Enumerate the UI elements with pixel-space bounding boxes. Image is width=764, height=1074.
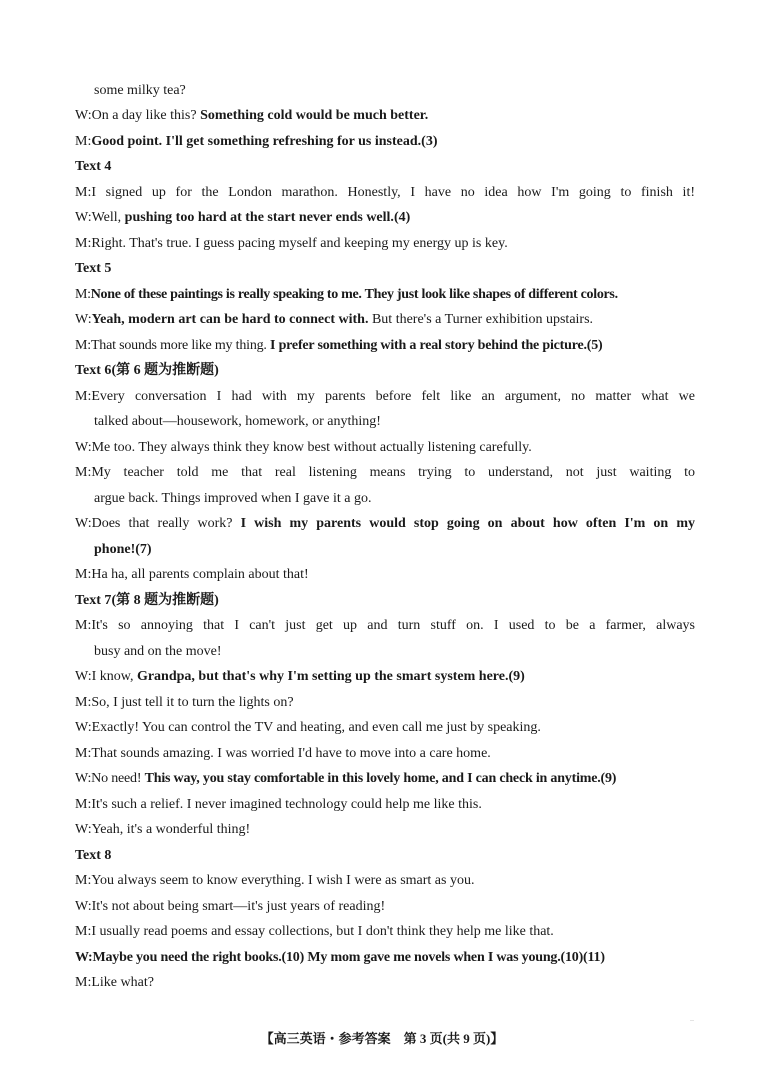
- transcript-line: M:Every conversation I had with my parents before felt like an argument, no matter what we: [75, 389, 695, 404]
- transcript-line: M:Ha ha, all parents complain about that!: [75, 567, 309, 582]
- section-heading: Text 5: [75, 261, 112, 276]
- corner-mark: ..: [690, 1014, 694, 1023]
- transcript-line: W:I know, Grandpa, but that's why I'm setting up the smart system here.(9): [75, 669, 525, 684]
- transcript-line: M:That sounds amazing. I was worried I'd have to move into a care home.: [75, 746, 491, 761]
- transcript-line: W:No need! This way, you stay comfortable in this lovely home, and I can check in anytime.(9): [75, 771, 617, 786]
- transcript-line: W:On a day like this? Something cold would be much better.: [75, 108, 429, 123]
- transcript-line: M:None of these paintings is really speaking to me. They just look like shapes of different colors.: [75, 287, 618, 302]
- transcript-line: M:I usually read poems and essay collections, but I don't think they help me like that.: [75, 924, 554, 939]
- transcript-line: W:Maybe you need the right books.(10) My mom gave me novels when I was young.(10)(11): [75, 950, 605, 965]
- transcript-line: W:Yeah, modern art can be hard to connect with. But there's a Turner exhibition upstairs.: [75, 312, 594, 327]
- transcript-line: argue back. Things improved when I gave it a go.: [94, 491, 372, 506]
- transcript-line: M:It's such a relief. I never imagined technology could help me like this.: [75, 797, 482, 812]
- transcript-line: M:My teacher told me that real listening means trying to understand, not just waiting to: [75, 465, 695, 480]
- transcript-line: M:Like what?: [75, 975, 154, 990]
- transcript-line: talked about—housework, homework, or anything!: [94, 414, 381, 429]
- transcript-line: W:Exactly! You can control the TV and heating, and even call me just by speaking.: [75, 720, 541, 735]
- transcript-line: W:Well, pushing too hard at the start never ends well.(4): [75, 210, 411, 225]
- section-heading: Text 7(第 8 题为推断题): [75, 593, 219, 608]
- transcript-line: M:Good point. I'll get something refreshing for us instead.(3): [75, 134, 438, 149]
- transcript-line: M:It's so annoying that I can't just get up and turn stuff on. I used to be a farmer, always: [75, 618, 695, 633]
- transcript-line: M:Right. That's true. I guess pacing myself and keeping my energy up is key.: [75, 236, 508, 251]
- page-footer: 【高三英语・参考答案 第 3 页(共 9 页)】: [260, 1031, 504, 1046]
- transcript-line: W:It's not about being smart—it's just years of reading!: [75, 899, 386, 914]
- section-heading: Text 4: [75, 159, 112, 174]
- transcript-line: W:Does that really work? I wish my parents would stop going on about how often I'm on my: [75, 516, 695, 531]
- transcript-line: M:That sounds more like my thing. I prefer something with a real story behind the picture.(5): [75, 338, 603, 353]
- transcript-line: M:So, I just tell it to turn the lights on?: [75, 695, 294, 710]
- section-heading: Text 6(第 6 题为推断题): [75, 363, 219, 378]
- transcript-line: some milky tea?: [94, 83, 186, 98]
- transcript-line: busy and on the move!: [94, 644, 222, 659]
- transcript-line: W:Yeah, it's a wonderful thing!: [75, 822, 251, 837]
- transcript-line: M:I signed up for the London marathon. Honestly, I have no idea how I'm going to finish it!: [75, 185, 695, 200]
- section-heading: Text 8: [75, 848, 112, 863]
- transcript-line: M:You always seem to know everything. I wish I were as smart as you.: [75, 873, 475, 888]
- transcript-line: W:Me too. They always think they know best without actually listening carefully.: [75, 440, 532, 455]
- transcript-line: phone!(7): [94, 542, 152, 557]
